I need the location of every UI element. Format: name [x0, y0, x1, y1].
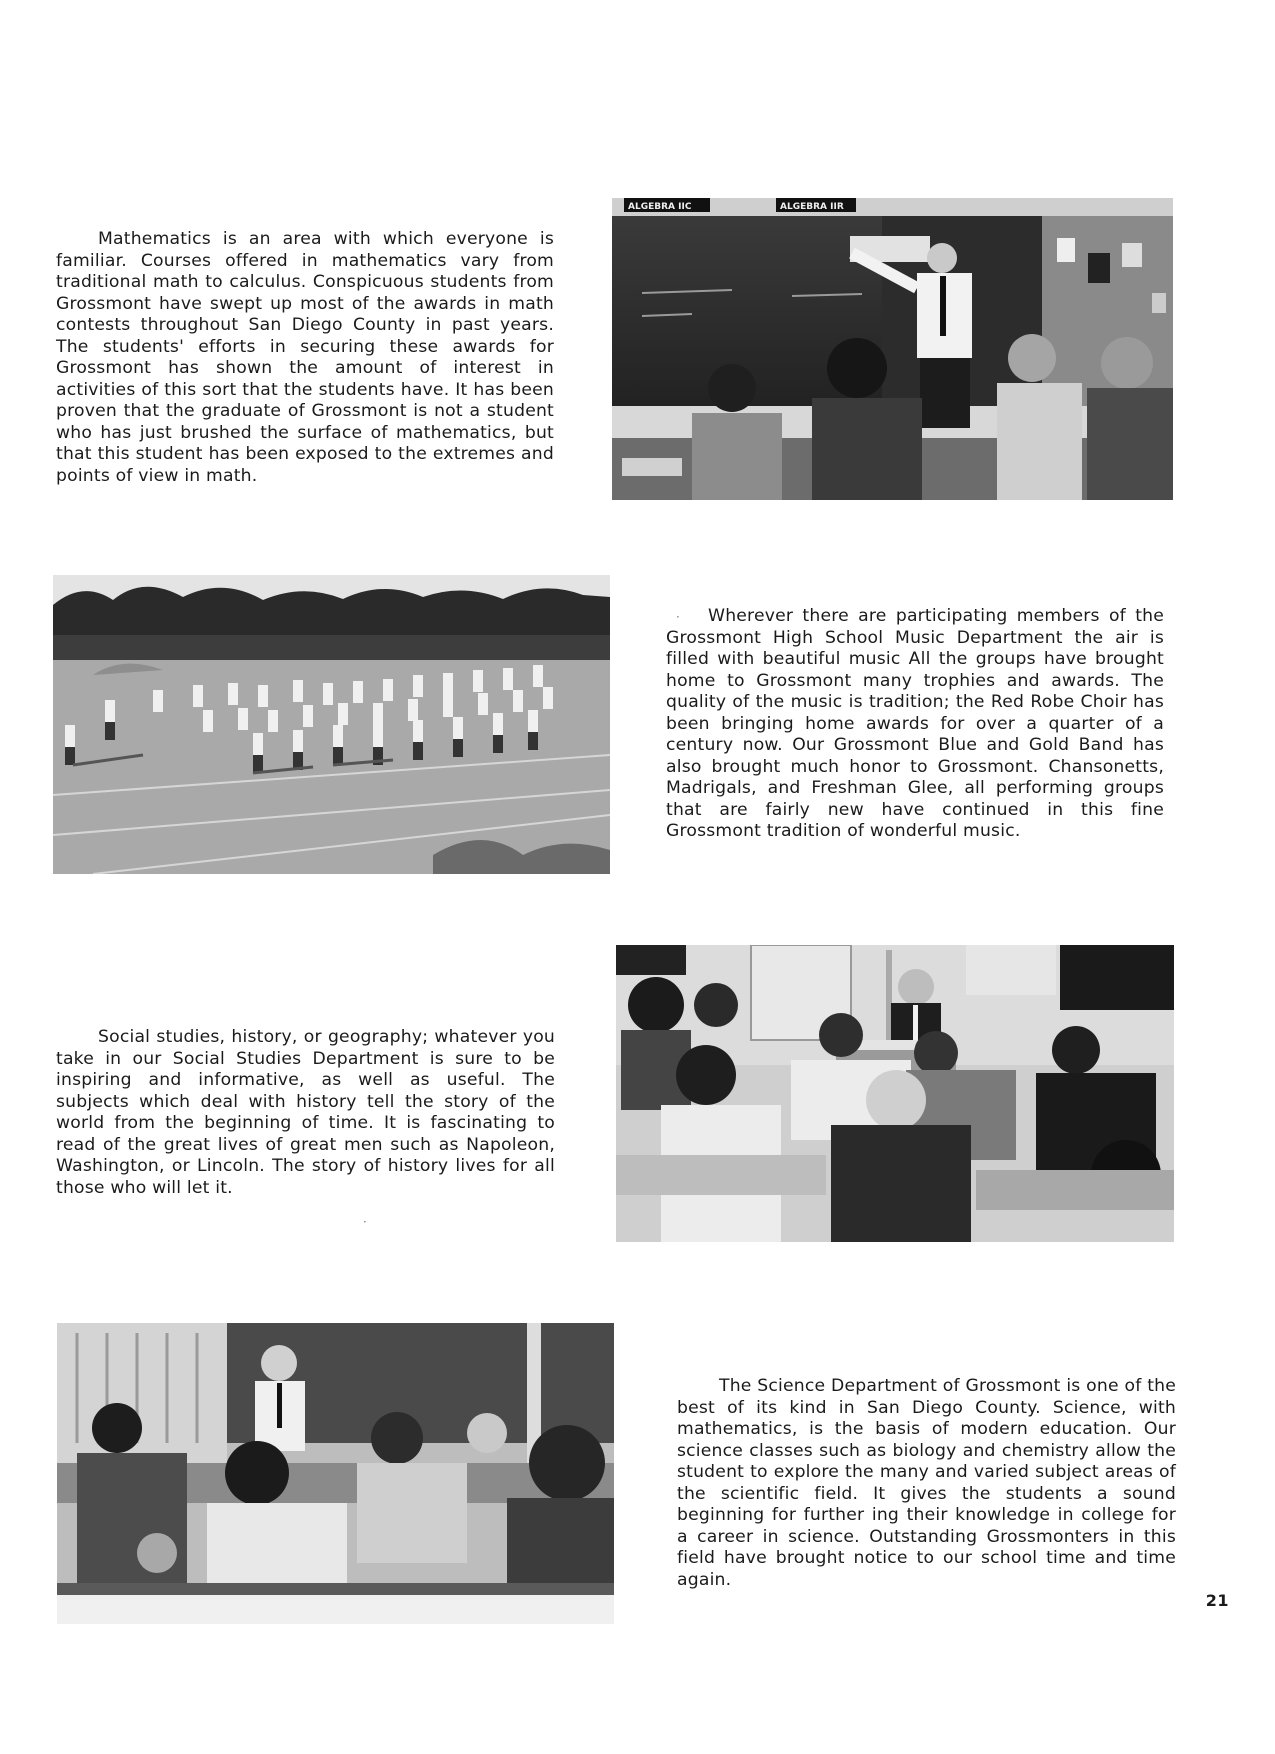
svg-text:ALGEBRA IIR: ALGEBRA IIR [780, 202, 844, 212]
math-classroom-photo [612, 198, 1173, 500]
math-paragraph: Mathematics is an area with which everyone is familiar. Courses offered in mathematics vary from traditional math to calculus. Conspicuous students from Grossmont have swept up most of the awards in math contests throughout San Diego County in past years. The students' efforts in securing these awards for Grossmont has shown the amount of interest in activities of this sort that the students have. It has been proven that the graduate of Grossmont is not a student who has just brushed the surface of mathematics, but that this student has been exposed to the extremes and points of view in math. [56, 229, 554, 486]
music-paragraph: Wherever there are participating members of the Grossmont High School Music Department the air is filled with beautiful music All the groups have brought home to Grossmont many trophies and awards. The quality of the music is tradition; the Red Robe Choir has been bringing home awards for over a quarter of a century now. Our Grossmont Blue and Gold Band has also brought much honor to Grossmont. Chansonetts, Madrigals, and Freshman Glee, all performing groups that are fairly new have continued in this fine Grossmont tradition of wonderful music. [666, 606, 1164, 841]
page-number: 21 [1205, 1591, 1229, 1610]
social-studies-paragraph: Social studies, history, or geography; whatever you take in our Social Studies Department is sure to be inspiring and informative, as well as useful. The subjects which deal with history tell the story of the world from the beginning of time. It is fascinating to read of the great lives of great men such as Napoleon, Washington, or Lincoln. The story of history lives for all those who will let it. [56, 1027, 555, 1198]
scan-mark: · [676, 610, 680, 624]
science-paragraph: The Science Department of Grossmont is one of the best of its kind in San Diego County. Science, with mathematics, is the basis of modern education. Our science classes such as biology and chemistry allow the student to explore the many and varied subject areas of the scientific field. It gives the students a sound beginning for further ing their knowledge in college for a career in science. Outstanding Grossmonters in this field have brought notice to our school time and time again. [677, 1376, 1176, 1590]
social-studies-classroom-photo [616, 945, 1174, 1242]
scan-mark: · [363, 1215, 367, 1229]
science-classroom-photo [57, 1323, 614, 1624]
marching-band-photo [53, 575, 610, 874]
svg-text:ALGEBRA IIC: ALGEBRA IIC [628, 202, 692, 212]
